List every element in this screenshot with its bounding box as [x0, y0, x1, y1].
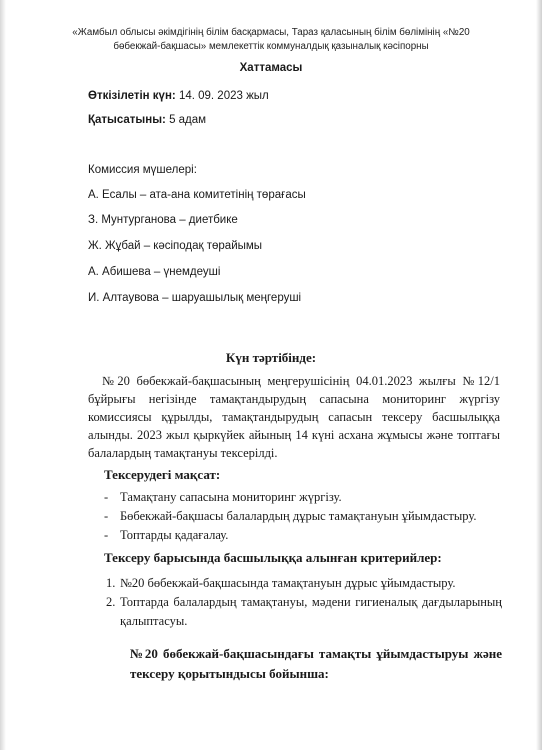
commission-member: З. Мунтурганова – диетбике	[88, 214, 238, 226]
results-heading-line1: №20 бөбекжай-бақшасындағы тамақты ұйымдастыруы және	[130, 646, 502, 661]
criteria-item-text: Топтарда балалардың тамақтануы, мәдени гигиеналық дағдыларының	[120, 595, 502, 609]
purpose-item-text: Топтарды қадағалау.	[120, 528, 229, 542]
criteria-heading: Тексеру барысында басшылыққа алынған критерийлер:	[104, 550, 442, 565]
scan-edge-left	[0, 0, 6, 750]
dash-bullet: -	[104, 528, 109, 542]
commission-member: А. Есалы – ата-ана комитетінің төрағасы	[88, 189, 306, 201]
agenda-heading: Күн тәртібінде:	[225, 350, 317, 365]
date-label: Өткізілетін күн:	[88, 90, 176, 102]
purpose-heading: Тексерудегі мақсат:	[104, 467, 221, 482]
participants-row	[88, 114, 206, 126]
scan-edge-right	[536, 0, 542, 750]
criteria-list	[106, 574, 502, 631]
date-row	[88, 90, 269, 102]
purpose-item	[104, 507, 477, 526]
commission-member: Ж. Жұбай – кәсіподақ төрайымы	[88, 240, 263, 252]
criteria-number: 2.	[106, 595, 116, 609]
criteria-item	[106, 593, 502, 631]
agenda-line: №20 бөбекжай-бақшасының меңгерушісінің 04.01.2023 жылғы №12/1	[102, 374, 500, 388]
commission-heading: Комиссия мүшелері:	[88, 164, 197, 176]
organization-header-line1: «Жамбыл облысы әкімдігінің білім басқармасы, Тараз қаласының білім бөлімінің «№20	[72, 27, 470, 38]
results-heading-line2: тексеру қорытындысы бойынша:	[130, 666, 329, 681]
participants-value: 5 адам	[169, 114, 207, 126]
purpose-list	[104, 488, 477, 545]
results-heading	[130, 644, 502, 684]
agenda-paragraph	[88, 372, 500, 462]
organization-header	[0, 26, 542, 54]
agenda-line: комиссиясы құрылды, тамақтандырудың сапасын тексеру басшылыққа	[88, 410, 500, 424]
dash-bullet: -	[104, 490, 109, 504]
agenda-line: балалардың тамақтануы тексерілді.	[88, 446, 278, 460]
criteria-number: 1.	[106, 576, 116, 590]
agenda-line: бұйрығы негізінде тамақтандырудың сапасына мониторинг жүргізу	[88, 392, 500, 406]
agenda-line: алынды. 2023 жыл қыркүйек айының 14 күні асхана жұмысы және топтағы	[88, 428, 500, 442]
date-value: 14. 09. 2023 жыл	[178, 90, 269, 102]
participants-label: Қатысатыны:	[88, 114, 166, 126]
criteria-item	[106, 574, 502, 593]
commission-member: И. Алтаувова – шаруашылық меңгеруші	[88, 292, 302, 304]
criteria-item-text: №20 бөбекжай-бақшасында тамақтануын дұрыс ұйымдастыру.	[120, 576, 456, 590]
commission-member: А. Абишева – үнемдеуші	[88, 266, 221, 278]
purpose-item	[104, 526, 477, 545]
purpose-item-text: Тамақтану сапасына мониторинг жүргізу.	[120, 490, 342, 504]
document-title: Хаттамасы	[239, 62, 303, 74]
criteria-item-text: қалыптасуы.	[120, 614, 188, 628]
purpose-item-text: Бөбекжай-бақшасы балалардың дұрыс тамақтануын ұйымдастыру.	[120, 509, 477, 523]
dash-bullet: -	[104, 509, 109, 523]
purpose-item	[104, 488, 477, 507]
organization-header-line2: бөбекжай-бақшасы» мемлекеттік коммуналдық қазыналық кәсіпорны	[113, 41, 429, 52]
